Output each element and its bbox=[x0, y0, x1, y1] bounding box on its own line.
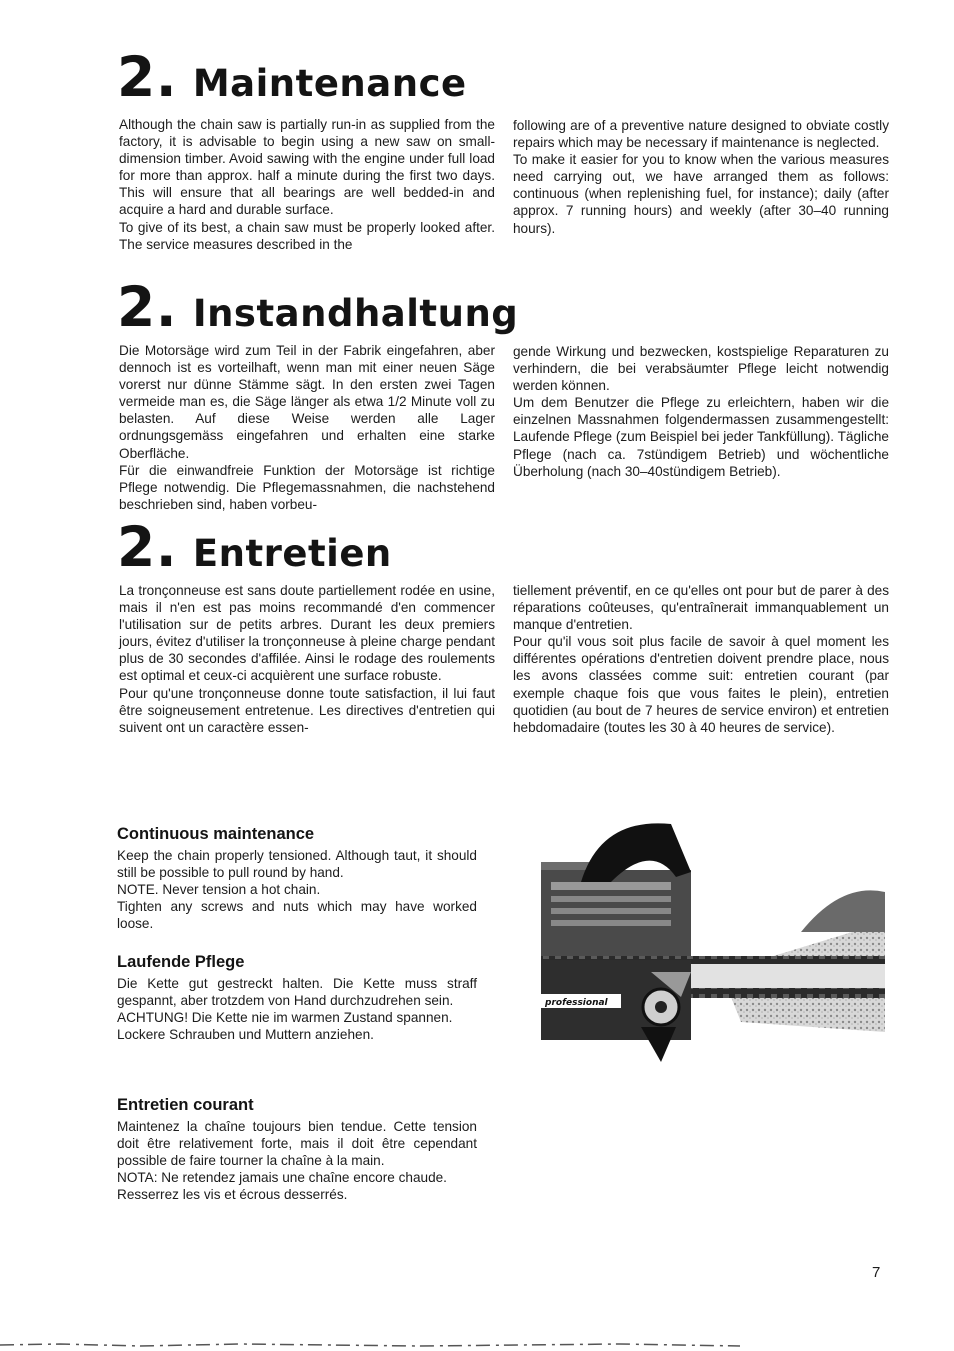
subsection-continuous-maintenance bbox=[117, 824, 477, 932]
section-number: 2 bbox=[117, 45, 156, 109]
subsection-laufende-pflege bbox=[117, 952, 477, 1043]
paragraph: Maintenez la chaîne toujours bien tendue. Cette tension doit être relativement forte, mais il doit être cependant possible de faire tourner la chaîne à la main. bbox=[117, 1119, 477, 1169]
text-column-en-right bbox=[513, 117, 889, 237]
page-number: 7 bbox=[872, 1264, 881, 1281]
scan-edge-artifact bbox=[0, 1338, 954, 1351]
paragraph: Pour qu'une tronçonneuse donne toute satisfaction, il lui faut être soigneusement entretenue. Les directives d'entretien qui suivent ont un caractère essen- bbox=[119, 685, 495, 735]
paragraph: gende Wirkung und bezwecken, kostspielige Reparaturen zu verhindern, die bei verabsäumter Pflege leicht notwendig werden können. bbox=[513, 344, 889, 394]
brand-label: professional bbox=[545, 998, 608, 1008]
paragraph: Für die einwandfreie Funktion der Motorsäge ist richtige Pflege notwendig. Die Pflegemassnahmen, die nachstehend beschrieben sind, haben vorbeu- bbox=[119, 462, 495, 512]
paragraph: To give of its best, a chain saw must be properly looked after. The service measures described in the bbox=[119, 219, 495, 252]
paragraph: NOTA: Ne retendez jamais une chaîne encore chaude. bbox=[117, 1170, 447, 1186]
section-number: 2 bbox=[117, 515, 156, 579]
paragraph: Keep the chain properly tensioned. Although taut, it should still be possible to pull round by hand. bbox=[117, 848, 477, 881]
paragraph: Although the chain saw is partially run-in as supplied from the factory, it is advisable to begin using a new saw on small-dimension timber. Avoid sawing with the engine under full load for more than approx. half a minute during the first two days. This will ensure that all bearings are well bedded-in and acquire a hard and durable surface. bbox=[119, 117, 495, 218]
paragraph: following are of a preventive nature designed to obviate costly repairs which may be necessary if maintenance is neglected. bbox=[513, 118, 889, 151]
section-heading: Entretien bbox=[192, 532, 392, 575]
paragraph: Die Motorsäge wird zum Teil in der Fabrik eingefahren, aber dennoch ist es vorteilhaft, wenn man mit einer neuen Säge vorerst nur dünne Stämme sägt. In den ersten zwei Tagen vermeide man es, die Säge länger als etwa 1/2 Minute voll zu belasten. Auf diese Weise werden alle Lager ordnungsgemäss eingefahren und erhalten eine starke Oberfläche. bbox=[119, 343, 495, 461]
subsection-entretien-courant bbox=[117, 1095, 477, 1203]
paragraph: Tighten any screws and nuts which may have worked loose. bbox=[117, 899, 477, 932]
paragraph: tiellement préventif, en ce qu'elles ont pour but de parer à des réparations coûteuses, qu'entraînerait immanquablement un manque d'entretien. bbox=[513, 583, 889, 633]
paragraph: Resserrez les vis et écrous desserrés. bbox=[117, 1187, 348, 1203]
paragraph: Pour qu'il vous soit plus facile de savoir à quel moment les différentes opérations d'entretien doivent prendre place, nous les avons classées comme suit: entretien courant (par exemple chaque fois que vous faites le plein), entretien quotidien (au bout de 7 heures de service environ) et entretien hebdomadaire (toutes les 30 à 40 heures de service). bbox=[513, 634, 889, 735]
subsection-heading: Continuous maintenance bbox=[117, 825, 315, 843]
section-title-fr: 2. Entretien bbox=[117, 515, 392, 579]
chainsaw-illustration bbox=[541, 822, 885, 1072]
section-heading: Maintenance bbox=[192, 62, 467, 105]
text-column-en-left bbox=[119, 116, 495, 253]
text-column-fr-right bbox=[513, 582, 889, 736]
chainsaw-photo bbox=[541, 822, 885, 1072]
section-heading: Instandhaltung bbox=[192, 292, 519, 335]
subsection-heading: Laufende Pflege bbox=[117, 953, 245, 971]
section-title-en: 2. Maintenance bbox=[117, 45, 467, 109]
text-column-de-left bbox=[119, 342, 495, 513]
paragraph: Lockere Schrauben und Muttern anziehen. bbox=[117, 1027, 374, 1043]
subsection-heading: Entretien courant bbox=[117, 1096, 254, 1114]
section-number: 2 bbox=[117, 275, 156, 339]
paragraph: To make it easier for you to know when the various measures need carrying out, we have arranged them as follows: continuous (when replenishing fuel, for instance); daily (after approx. 7 running hours) and weekly (after 30–40 running hours). bbox=[513, 152, 889, 236]
text-column-de-right bbox=[513, 343, 889, 480]
paragraph: Um dem Benutzer die Pflege zu erleichtern, haben wir die einzelnen Massnahmen folgendermassen zusammengestellt: Laufende Pflege (zum Beispiel bei jeder Tankfüllung). Tägliche Pflege (nach ca. 7stündigem Betrieb) und wöchentliche Überholung (nach 30–40stündigem Betrieb). bbox=[513, 395, 889, 479]
paragraph: Die Kette gut gestreckt halten. Die Kette muss straff gespannt, aber trotzdem von Hand durchzudrehen sein. bbox=[117, 976, 477, 1009]
paragraph: La tronçonneuse est sans doute partiellement rodée en usine, mais il n'en est pas moins recommandé d'en commencer l'utilisation sur de petits arbres. Durant les deux premiers jours, évitez d'utiliser la tronçonneuse à pleine charge pendant plus de 30 secondes d'affilée. Ainsi le rodage des roulements est optimal et ceux-ci acquièrent une surface robuste. bbox=[119, 583, 495, 684]
text-column-fr-left bbox=[119, 582, 495, 736]
section-title-de: 2. Instandhaltung bbox=[117, 275, 519, 339]
paragraph: NOTE. Never tension a hot chain. bbox=[117, 882, 321, 898]
paragraph: ACHTUNG! Die Kette nie im warmen Zustand spannen. bbox=[117, 1010, 453, 1026]
